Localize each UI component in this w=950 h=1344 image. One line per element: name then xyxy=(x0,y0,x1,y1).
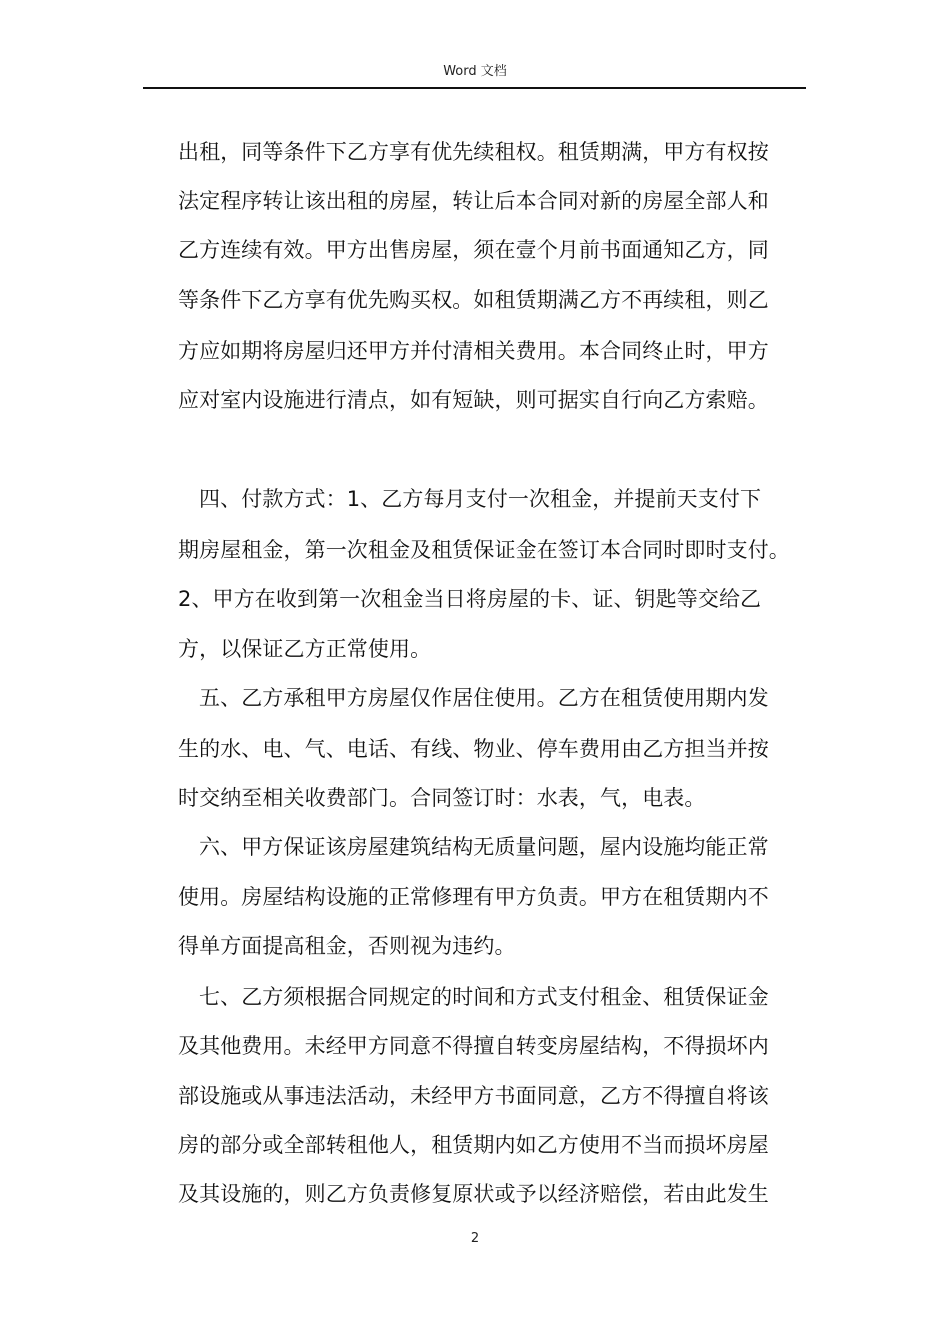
paragraph-line: 应对室内设施进行清点，如有短缺，则可据实自行向乙方索赔。 xyxy=(178,388,769,412)
paragraph-line: 及其设施的，则乙方负责修复原状或予以经济赔偿，若由此发生 xyxy=(178,1182,769,1206)
paragraph-line: 及其他费用。未经甲方同意不得擅自转变房屋结构，不得损坏内 xyxy=(178,1034,769,1058)
paragraph-line: 等条件下乙方享有优先购买权。如租赁期满乙方不再续租，则乙 xyxy=(178,288,769,312)
header-divider xyxy=(143,87,806,89)
paragraph-line: 房的部分或全部转租他人，租赁期内如乙方使用不当而损坏房屋 xyxy=(178,1133,769,1157)
paragraph-line: 四、付款方式：1、乙方每月支付一次租金，并提前天支付下 xyxy=(199,487,762,511)
paragraph-line: 2、甲方在收到第一次租金当日将房屋的卡、证、钥匙等交给乙 xyxy=(178,587,762,611)
paragraph-line: 六、甲方保证该房屋建筑结构无质量问题，屋内设施均能正常 xyxy=(199,835,769,859)
paragraph-line: 时交纳至相关收费部门。合同签订时：水表，气，电表。 xyxy=(178,786,706,810)
page-number: 2 xyxy=(470,1231,480,1246)
paragraph-line: 部设施或从事违法活动，未经甲方书面同意，乙方不得擅自将该 xyxy=(178,1084,769,1108)
paragraph-line: 法定程序转让该出租的房屋，转让后本合同对新的房屋全部人和 xyxy=(178,189,769,213)
paragraph-line: 乙方连续有效。甲方出售房屋，须在壹个月前书面通知乙方，同 xyxy=(178,238,769,262)
paragraph-line: 方，以保证乙方正常使用。 xyxy=(178,637,432,661)
paragraph-line: 期房屋租金，第一次租金及租赁保证金在签订本合同时即时支付。 xyxy=(178,538,790,562)
paragraph-line: 方应如期将房屋归还甲方并付清相关费用。本合同终止时，甲方 xyxy=(178,339,769,363)
page-header-title: Word 文档 xyxy=(443,64,507,79)
paragraph-line: 使用。房屋结构设施的正常修理有甲方负责。甲方在租赁期内不 xyxy=(178,885,769,909)
paragraph-line: 得单方面提高租金，否则视为违约。 xyxy=(178,934,516,958)
paragraph-line: 五、乙方承租甲方房屋仅作居住使用。乙方在租赁使用期内发 xyxy=(199,686,769,710)
paragraph-line: 生的水、电、气、电话、有线、物业、停车费用由乙方担当并按 xyxy=(178,737,769,761)
paragraph-line: 出租，同等条件下乙方享有优先续租权。租赁期满，甲方有权按 xyxy=(178,140,769,164)
paragraph-line: 七、乙方须根据合同规定的时间和方式支付租金、租赁保证金 xyxy=(199,985,769,1009)
